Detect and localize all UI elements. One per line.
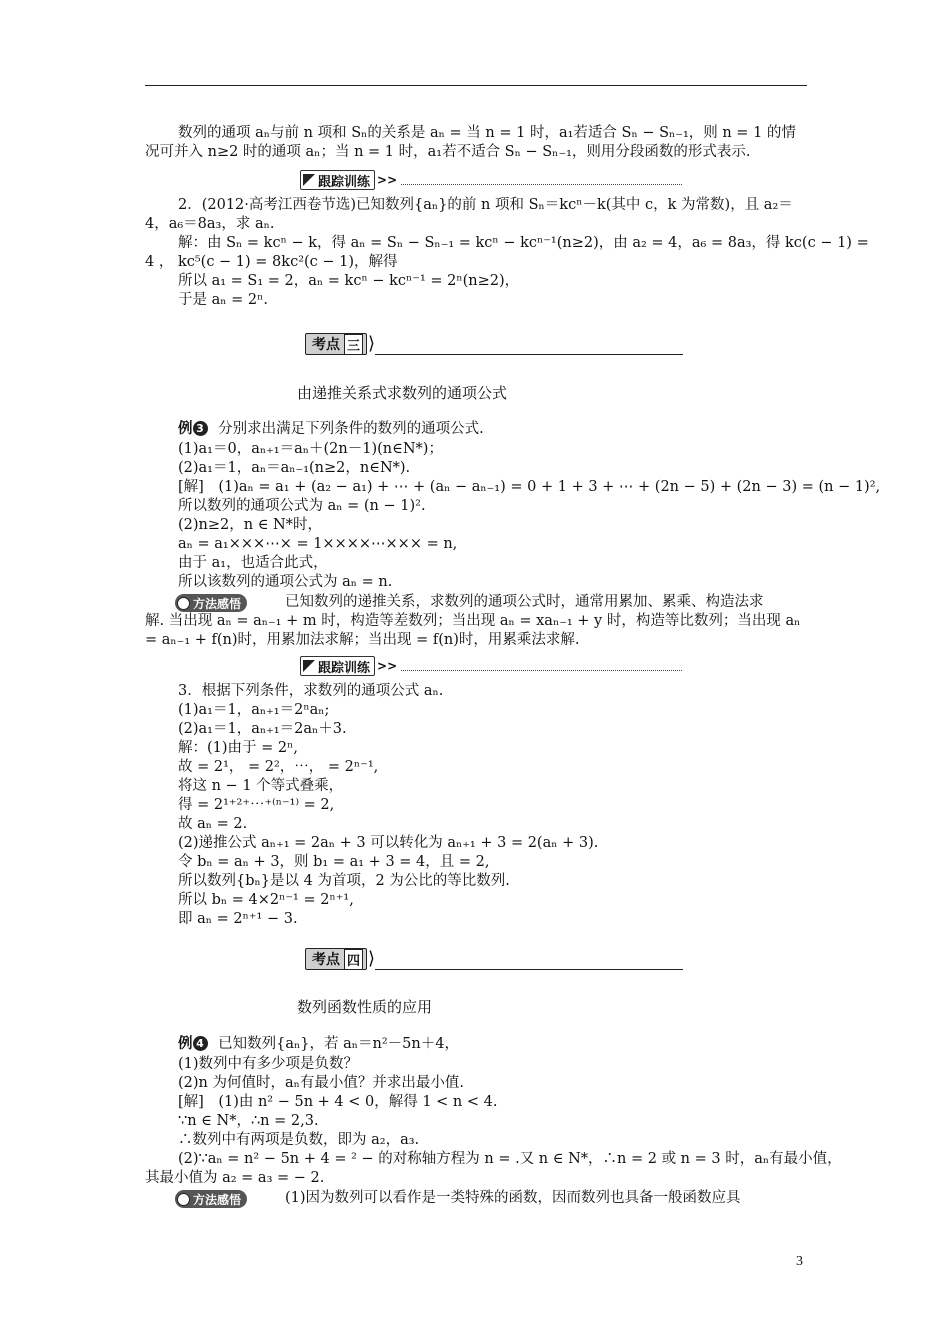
method-1-line-2: 解. 当出现 aₙ = aₙ₋₁ + m 时，构造等差数列；当出现 aₙ = xaₙ₋₁ + y 时，构造等比数列；当出现 aₙ (145, 613, 801, 629)
section-title-3: 由递推关系式求数列的通项公式 (297, 384, 508, 402)
solution-4-line-2: ∵n ∈ N*，∴n = 2,3. (178, 1113, 319, 1129)
section-badge (305, 948, 367, 970)
p3-line-6: 将这 n − 1 个等式叠乘， (178, 778, 344, 794)
section-number: 三 (344, 334, 363, 355)
solution-4-line-1: [解] (1)由 n² − 5n + 4 < 0，解得 1 < n < 4. (178, 1094, 498, 1110)
solution-4-line-3: ∴数列中有两项是负数，即为 a₂，a₃. (178, 1132, 420, 1148)
method-label: 方法感悟 (193, 596, 242, 611)
dotted-line (401, 176, 682, 185)
example-4-text: 已知数列{aₙ}，若 aₙ＝n²－5n＋4， (218, 1036, 459, 1052)
section-label: 考点 (312, 952, 340, 968)
intro-line-1: 数列的通项 aₙ与前 n 项和 Sₙ的关系是 aₙ = 当 n = 1 时，a₁若适合 Sₙ − Sₙ₋₁，则 n = 1 的情 (178, 125, 796, 141)
section-number: 四 (344, 949, 363, 970)
p3-line-4: 解：(1)由于 = 2ⁿ, (178, 740, 299, 756)
p2-line-3: 解：由 Sₙ = kcⁿ − k，得 aₙ = Sₙ − Sₙ₋₁ = kcⁿ − kcⁿ⁻¹(n≥2)，由 a₂ = 4，a₆ = 8a₃，得 kc(c − 1) = (178, 235, 869, 251)
double-chevron-icon: >> (377, 659, 398, 673)
lightbulb-icon (177, 597, 190, 610)
track-banner-2 (300, 656, 682, 676)
method-badge-1 (175, 594, 247, 612)
solution-3-line-4: aₙ = a₁×××⋯× = 1××××⋯××× = n, (178, 536, 458, 552)
solution-3-line-1: [解] (1)aₙ = a₁ + (a₂ − a₁) + ⋯ + (aₙ − aₙ₋₁) = 0 + 1 + 3 + ⋯ + (2n − 5) + (2n − 3) = (n − 1)², (178, 479, 881, 495)
p3-line-9: (2)递推公式 aₙ₊₁ = 2aₙ + 3 可以转化为 aₙ₊₁ + 3 = 2(aₙ + 3). (178, 835, 599, 851)
solution-4-line-4: (2)∵aₙ = n² − 5n + 4 = ² − 的对称轴方程为 n = .又 n ∈ N*，∴n = 2 或 n = 3 时，aₙ有最小值， (178, 1151, 842, 1167)
example-4-line-1 (178, 1035, 459, 1054)
solution-3-line-2: 所以数列的通项公式为 aₙ = (n − 1)². (178, 498, 426, 514)
section-banner-4 (305, 947, 683, 971)
section-banner-3 (305, 332, 683, 356)
p2-line-5: 所以 a₁ = S₁ = 2，aₙ = kcⁿ − kcⁿ⁻¹ = 2ⁿ(n≥2)， (178, 273, 520, 289)
pencil-icon (303, 660, 315, 672)
solution-3-line-6: 所以该数列的通项公式为 aₙ = n. (178, 574, 393, 590)
p2-line-1: 2．(2012·高考江西卷节选)已知数列{aₙ}的前 n 项和 Sₙ＝kcⁿ－k(其中 c，k 为常数)，且 a₂＝ (178, 197, 793, 213)
p3-line-10: 令 bₙ = aₙ + 3，则 b₁ = a₁ + 3 = 4，且 = 2, (178, 854, 490, 870)
method-badge-2 (175, 1190, 247, 1208)
p3-line-12: 所以 bₙ = 4×2ⁿ⁻¹ = 2ⁿ⁺¹, (178, 892, 354, 908)
p3-line-2: (1)a₁＝1，aₙ₊₁＝2ⁿaₙ; (178, 702, 330, 718)
example-label: 例 3 (178, 421, 208, 437)
method-1-line-3: = aₙ₋₁ + f(n)时，用累加法求解；当出现 = f(n)时，用累乘法求解. (145, 632, 580, 648)
example-label: 例 4 (178, 1036, 208, 1052)
page-number: 3 (796, 1254, 803, 1269)
intro-line-2: 况可并入 n≥2 时的通项 aₙ；当 n = 1 时，a₁若不适合 Sₙ − Sₙ₋₁，则用分段函数的形式表示. (145, 144, 751, 160)
p3-line-11: 所以数列{bₙ}是以 4 为首项，2 为公比的等比数列. (178, 873, 510, 889)
section-label: 考点 (312, 337, 340, 353)
method-2-line-1: (1)因为数列可以看作是一类特殊的函数，因而数列也具备一般函数应具 (285, 1190, 741, 1206)
p3-line-7: 得 = 2¹⁺²⁺⋯⁺⁽ⁿ⁻¹⁾ = 2, (178, 797, 335, 813)
example-4-line-3: (2)n 为何值时，aₙ有最小值？并求出最小值. (178, 1075, 465, 1091)
solution-4-line-5: 其最小值为 a₂ = a₃ = − 2. (145, 1170, 325, 1186)
section-underline (375, 969, 683, 970)
chevron-right-icon: ⟩ (368, 333, 376, 354)
example-3-line-1 (178, 420, 484, 439)
example-3-line-2: (1)a₁＝0，aₙ₊₁＝aₙ＋(2n－1)(n∈N*)； (178, 441, 443, 457)
section-underline (375, 354, 683, 355)
p3-line-13: 即 aₙ = 2ⁿ⁺¹ − 3. (178, 911, 298, 927)
p3-line-5: 故 = 2¹， = 2²，⋯， = 2ⁿ⁻¹, (178, 759, 379, 775)
track-tag (300, 170, 375, 190)
solution-3-line-3: (2)n≥2，n ∈ N*时， (178, 517, 322, 533)
chevron-right-icon: ⟩ (368, 948, 376, 969)
p2-line-4: 4 ， kc⁵(c − 1) = 8kc²(c − 1)，解得 (145, 254, 398, 270)
lightbulb-icon (177, 1193, 190, 1206)
section-title-4: 数列函数性质的应用 (297, 998, 433, 1016)
section-badge (305, 333, 367, 355)
p3-line-8: 故 aₙ = 2. (178, 816, 248, 832)
double-chevron-icon: >> (377, 173, 398, 187)
method-label: 方法感悟 (193, 1192, 242, 1207)
p3-line-3: (2)a₁＝1，aₙ₊₁＝2aₙ＋3. (178, 721, 347, 737)
p2-line-2: 4，a₆＝8a₃，求 aₙ. (145, 216, 275, 232)
dotted-line (401, 662, 682, 671)
example-3-line-3: (2)a₁＝1，aₙ＝aₙ₋₁(n≥2，n∈N*). (178, 460, 411, 476)
pencil-icon (303, 174, 315, 186)
example-number-badge: 3 (193, 421, 208, 436)
track-label: 跟踪训练 (318, 174, 371, 190)
p2-line-6: 于是 aₙ = 2ⁿ. (178, 292, 269, 308)
track-banner-1 (300, 170, 682, 190)
example-3-text: 分别求出满足下列条件的数列的通项公式. (218, 421, 484, 437)
p3-line-1: 3．根据下列条件，求数列的通项公式 aₙ. (178, 683, 444, 699)
solution-3-line-5: 由于 a₁，也适合此式， (178, 555, 328, 571)
example-4-line-2: (1)数列中有多少项是负数？ (178, 1056, 359, 1072)
header-rule (145, 85, 807, 86)
track-tag (300, 656, 375, 676)
method-1-line-1: 已知数列的递推关系，求数列的通项公式时，通常用累加、累乘、构造法求 (285, 594, 764, 610)
track-label: 跟踪训练 (318, 660, 371, 676)
example-number-badge: 4 (193, 1036, 208, 1051)
